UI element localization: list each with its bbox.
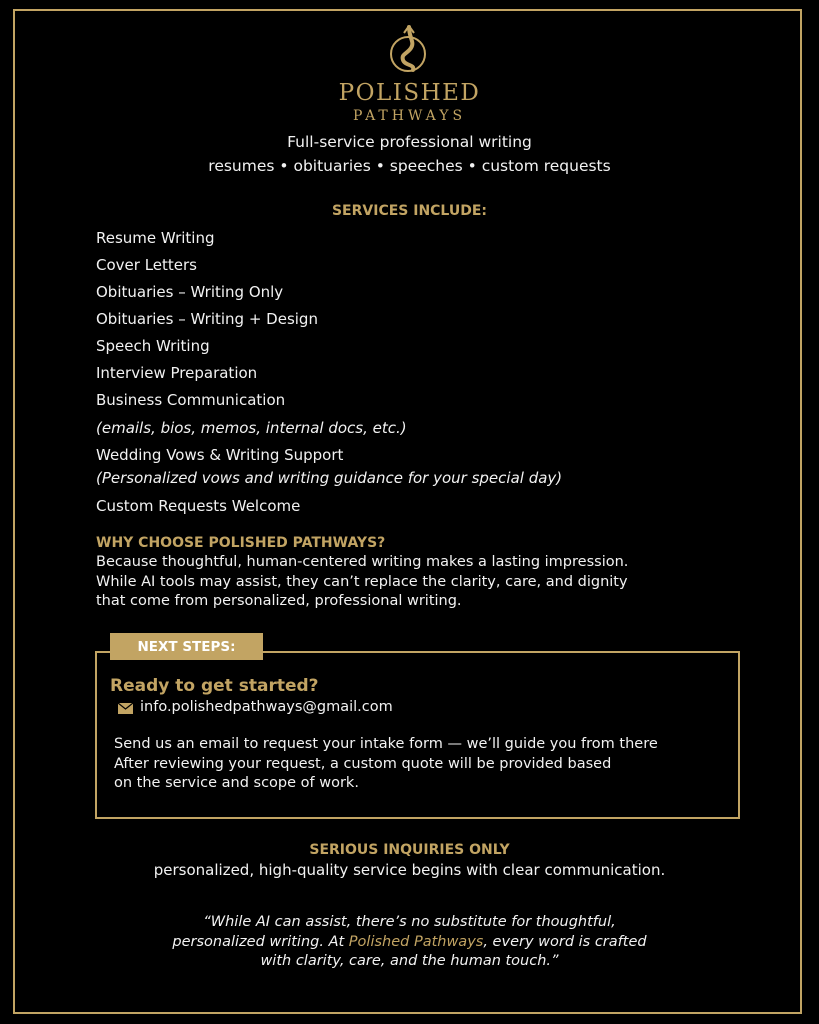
service-item: Interview Preparation — [96, 364, 258, 382]
closing-quote — [0, 913, 819, 972]
tagline: Full-service professional writing — [287, 133, 532, 151]
service-item: Wedding Vows & Writing Support — [96, 446, 344, 464]
service-item: Business Communication — [96, 391, 286, 409]
serious-inquiries-title: SERIOUS INQUIRIES ONLY — [309, 842, 510, 858]
next-steps-tab: NEXT STEPS: — [110, 633, 263, 660]
service-item: Obituaries – Writing + Design — [96, 310, 318, 328]
brand-name-line1: POLISHED — [338, 80, 481, 106]
why-line: Because thoughtful, human-centered writing makes a lasting impression. — [96, 554, 629, 570]
brand-name-line2: PATHWAYS — [352, 108, 467, 124]
quote-line: “While AI can assist, there’s no substitute for thoughtful, — [203, 914, 616, 930]
why-line: While AI tools may assist, they can’t replace the clarity, care, and dignity — [96, 573, 628, 590]
service-item-note: (Personalized vows and writing guidance for your special day) — [96, 469, 563, 487]
steps-line: on the service and scope of work. — [114, 775, 359, 791]
service-item: Custom Requests Welcome — [96, 497, 301, 515]
service-item: Resume Writing — [96, 229, 215, 247]
service-item: Obituaries – Writing Only — [96, 283, 284, 301]
tagline-services: resumes • obituaries • speeches • custom requests — [208, 157, 611, 175]
quote-text: personalized writing. At — [172, 933, 349, 950]
quote-text: , every word is crafted — [483, 933, 647, 950]
ready-heading: Ready to get started? — [110, 676, 319, 696]
service-item: Cover Letters — [96, 256, 197, 274]
services-title: SERVICES INCLUDE: — [331, 203, 488, 219]
why-line: that come from personalized, professional writing. — [96, 593, 462, 609]
steps-line: Send us an email to request your intake form — we’ll guide you from there — [114, 736, 658, 752]
email-link[interactable]: info.polishedpathways@gmail.com — [140, 699, 393, 715]
quote-line — [0, 933, 819, 953]
quote-brand: Polished Pathways — [348, 933, 484, 950]
next-steps-text — [114, 735, 734, 794]
steps-line: After reviewing your request, a custom quote will be provided based — [114, 755, 612, 772]
service-item: Speech Writing — [96, 337, 210, 355]
quote-line: with clarity, care, and the human touch.” — [260, 953, 559, 969]
service-item-note: (emails, bios, memos, internal docs, etc.) — [96, 419, 407, 437]
inquiries-text: personalized, high-quality service begins with clear communication. — [153, 861, 666, 879]
why-body — [96, 553, 716, 612]
why-title: WHY CHOOSE POLISHED PATHWAYS? — [96, 535, 386, 551]
envelope-icon — [118, 703, 133, 714]
winding-path-arrow-icon — [391, 24, 427, 74]
